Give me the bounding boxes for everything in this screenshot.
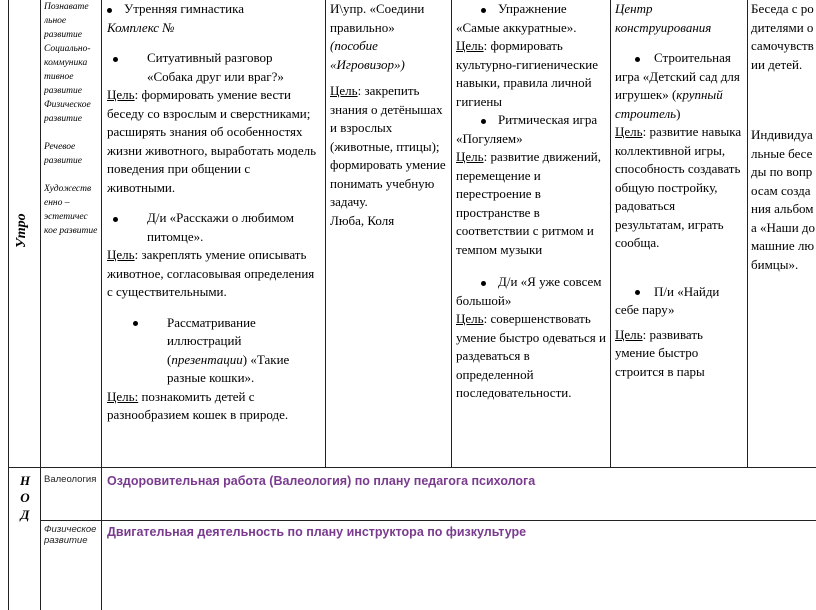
list-item	[456, 111, 608, 148]
individual-work-cell	[330, 0, 448, 230]
table-border	[747, 0, 748, 467]
nod-letter: О	[20, 490, 30, 505]
table-border	[40, 0, 41, 610]
area-artistic: Художеств енно – эстетичес кое развитие	[44, 184, 98, 236]
goal-text	[330, 82, 448, 212]
list-item	[615, 283, 745, 320]
nod-valeology-text: Оздоровительная работа (Валеология) по плану педагога психолога	[107, 474, 536, 488]
table-border	[610, 0, 611, 467]
row-label-nod	[18, 472, 32, 523]
nod-letter: Н	[19, 473, 31, 488]
list-item	[107, 49, 321, 86]
goal-label: Цель	[615, 326, 643, 342]
table-border	[325, 0, 326, 467]
goal-value: : формировать умение вести беседу со взрослым и сверстниками; расширять знания об особенностях жизни животного, выработать модель поведения при общении с животными.	[107, 87, 317, 195]
area-cognitive: Познавате льное развитие	[44, 2, 89, 40]
goal-text	[456, 37, 608, 111]
goal-value: : развивать умение быстро строится в пары	[615, 326, 705, 379]
goal-label: Цель:	[107, 388, 139, 404]
goal-value: : развитие навыка коллективной игры, способность создавать общую постройку, радоваться результатам, играть сообща.	[615, 124, 742, 250]
conversation-title: Ситуативный разговор «Собака друг или враг?»	[147, 50, 284, 84]
routine-cell	[456, 0, 608, 403]
goal-value: : закреплять умение описывать животное, согласовывая определения с существительными.	[107, 247, 315, 299]
area-speech: Речевое развитие	[44, 142, 82, 166]
children-names: Люба, Коля	[330, 212, 395, 228]
goal-label: Цель	[456, 311, 484, 326]
goal-label: Цель	[330, 83, 358, 98]
table-border	[101, 0, 102, 610]
list-item	[107, 209, 321, 246]
goal-value: познакомить детей с разнообразием кошек в природе.	[107, 388, 289, 422]
goal-value: : совершенствовать умение быстро одеваться и раздеваться в определенной последовательности.	[456, 311, 606, 400]
nod-physical-text: Двигательная деятельность по плану инструктора по физкультуре	[107, 525, 527, 539]
didactic-game-title: Д/и «Я уже совсем большой»	[456, 274, 602, 308]
nod-letter: Д	[20, 507, 30, 522]
areas-cell	[44, 0, 100, 238]
goal-value: : формировать культурно-гигиенические навыки, правила личной гигиены	[456, 38, 598, 109]
manual-label: (пособие «Игровизор»)	[330, 38, 405, 72]
goal-text	[456, 148, 608, 259]
construction-game-title: Строительная игра «Детский сад для игрушек» (	[615, 50, 740, 102]
construction-game-end: )	[676, 105, 681, 121]
goal-label: Цель	[107, 247, 135, 262]
goal-text	[456, 310, 608, 403]
table-border	[451, 0, 452, 467]
center-title: Центр конструирования	[615, 1, 712, 35]
goal-value: : закрепить знания о детёнышах и взрослых (животные, птицы); формировать умение понимать учебную задачу.	[330, 83, 446, 209]
individual-conversations: Индивидуальные беседы по вопросам создания альбома «Наши домашние любимцы».	[751, 127, 816, 272]
exercise-title: Упражнение «Самые аккуратные».	[456, 1, 577, 35]
list-item	[456, 0, 608, 37]
nod-area-valeology: Валеология	[44, 474, 97, 485]
list-item	[615, 49, 745, 123]
goal-label: Цель	[456, 38, 484, 53]
morning-exercise-title: Утренняя гимнастика	[124, 1, 244, 16]
table-border	[8, 0, 9, 610]
table-border	[40, 520, 816, 521]
list-item	[107, 0, 321, 19]
table-border	[8, 467, 816, 468]
goal-label: Цель	[107, 87, 135, 102]
complex-label: Комплекс №	[107, 19, 175, 35]
goal-text	[107, 86, 321, 197]
goal-label: Цель	[615, 124, 643, 139]
row-label-morning: Утро	[14, 213, 29, 248]
list-item	[456, 273, 608, 310]
illustrations-title: Рассматривание иллюстраций (	[167, 314, 256, 367]
goal-label: Цель	[456, 149, 484, 164]
area-physical: Физическое развитие	[44, 100, 91, 124]
goal-text	[615, 326, 745, 382]
activities-cell	[107, 0, 321, 425]
goal-value: : развитие движений, перемещение и перестроение в пространстве в соответствии с ритмом и темпом музыки	[456, 149, 602, 257]
outdoor-game-title: П/и «Найди себе пару»	[615, 283, 720, 317]
construction-game-italic: крупный строитель	[615, 87, 723, 121]
goal-text	[107, 246, 321, 302]
environment-cell	[615, 0, 745, 381]
parents-conversation: Беседа с родителями о самочувствии детей.	[751, 1, 814, 72]
list-item	[107, 314, 321, 388]
game-title: Д/и «Расскажи о любимом питомце».	[147, 210, 295, 244]
illustrations-title-italic: презентации	[171, 351, 243, 367]
rhythm-game-title: Ритмическая игра «Погуляем»	[456, 112, 598, 146]
illustrations-title-end: ) «Такие разные кошки».	[167, 351, 290, 385]
area-social: Социально-коммуника тивное развитие	[44, 44, 91, 96]
parents-cell	[751, 0, 816, 274]
nod-area-physical: Физическое развитие	[44, 524, 97, 546]
exercise-title: И\упр. «Соедини правильно»	[330, 1, 425, 35]
goal-text	[615, 123, 745, 253]
goal-text	[107, 388, 321, 425]
